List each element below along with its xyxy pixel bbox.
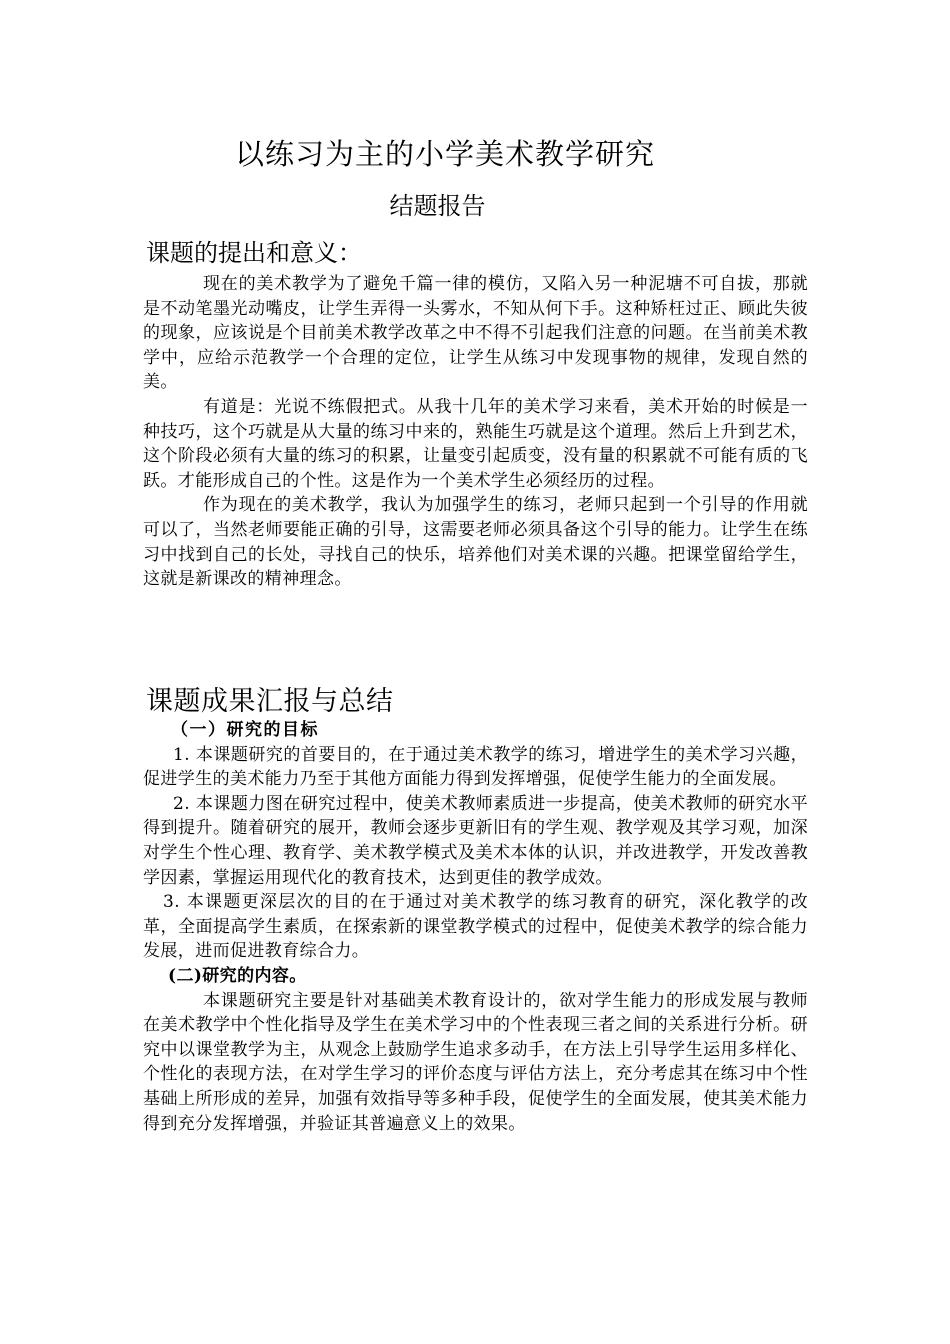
subsection-heading-goals: （一）研究的目标 <box>171 720 319 740</box>
goal-item: 3. 本课题更深层次的目的在于通过对美术教学的练习教育的研究，深化教学的改革，全面提高学生素质，在探索新的课堂教学模式的过程中，促使美术教学的综合能力发展，进而促进教育综合力。 <box>143 892 808 962</box>
paragraph: 本课题研究主要是针对基础美术教育设计的，欲对学生能力的形成发展与教师在美术教学中个性化指导及学生在美术学习中的个性表现三者之间的关系进行分析。研究中以课堂教学为主，从观念上鼓励学生追求多动手，在方法上引导学生运用多样化、个性化的表现方法，在对学生学习的评价态度与评估方法上，充分考虑其在练习中个性基础上所形成的差异，加强有效指导等多种手段，促使学生的全面发展，使其美术能力得到充分发挥增强，并验证其普遍意义上的效果。 <box>143 990 808 1134</box>
subsection-heading-content: (二)研究的内容。 <box>168 965 307 986</box>
document-title: 以练习为主的小学美术教学研究 <box>234 137 655 171</box>
paragraph: 作为现在的美术教学，我认为加强学生的练习，老师只起到一个引导的作用就可以了，当然老师要能正确的引导，这需要老师必须具备这个引导的能力。让学生在练习中找到自己的长处，寻找自己的快乐，培养他们对美术课的兴趣。把课堂留给学生，这就是新课改的精神理念。 <box>143 495 808 590</box>
document-subtitle: 结题报告 <box>389 192 486 220</box>
section-body-results <box>143 718 808 1136</box>
goal-item: 1. 本课题研究的首要目的，在于通过美术教学的练习，增进学生的美术学习兴趣，促进学生的美术能力乃至于其他方面能力得到发挥增强，促使学生能力的全面发展。 <box>143 744 808 790</box>
section-heading-purpose: 课题的提出和意义： <box>146 239 362 267</box>
goal-item: 2. 本课题力图在研究过程中，使美术教师素质进一步提高，使美术教师的研究水平得到提升。随着研究的展开，教师会逐步更新旧有的学生观、教学观及其学习观，加深对学生个性心理、教育学、美术教学模式及美术本体的认识，并改进教学，开发改善教学因素，掌握运用现代化的教育技术，达到更佳的教学成效。 <box>143 793 808 888</box>
section-heading-results: 课题成果汇报与总结 <box>146 686 394 717</box>
section-body-purpose <box>143 272 808 592</box>
paragraph: 有道是：光说不练假把式。从我十几年的美术学习来看，美术开始的时候是一种技巧，这个巧就是从大量的练习中来的，熟能生巧就是这个道理。然后上升到艺术，这个阶段必须有大量的练习的积累，让量变引起质变，没有量的积累就不可能有质的飞跃。才能形成自己的个性。这是作为一个美术学生必须经历的过程。 <box>143 396 808 491</box>
paragraph: 现在的美术教学为了避免千篇一律的模仿，又陷入另一种泥塘不可自拔，那就是不动笔墨光动嘴皮，让学生弄得一头雾水，不知从何下手。这种矫枉过正、顾此失彼的现象，应该说是个目前美术教学改革之中不得不引起我们注意的问题。在当前美术教学中，应给示范教学一个合理的定位，让学生从练习中发现事物的规律，发现自然的美。 <box>143 274 808 393</box>
